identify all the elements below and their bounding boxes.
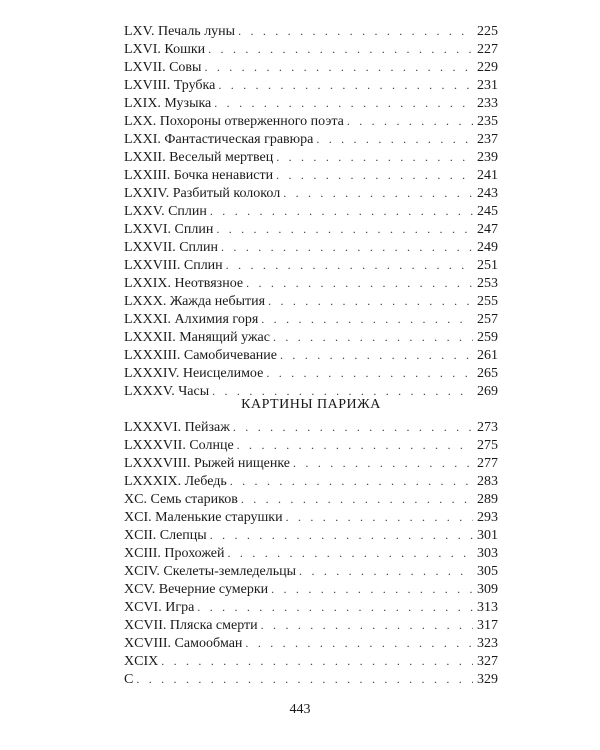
dot-leader bbox=[261, 616, 473, 634]
toc-entry-page: 235 bbox=[477, 114, 498, 129]
toc-entry-title: LXXIX. Неотвязное bbox=[124, 276, 244, 291]
toc-entry-title: LXXXVI. Пейзаж bbox=[124, 420, 230, 435]
toc-entry-page: 237 bbox=[477, 132, 498, 147]
toc-entry-title: XCIX bbox=[124, 654, 159, 669]
toc-entry-page: 243 bbox=[477, 186, 498, 201]
toc-entry bbox=[124, 652, 498, 670]
toc-entry bbox=[124, 472, 498, 490]
dot-leader bbox=[197, 598, 473, 616]
toc-entry-title: LXXXV. Часы bbox=[124, 384, 210, 399]
toc-entry bbox=[124, 166, 498, 184]
toc-entry bbox=[124, 598, 498, 616]
toc-entry-title: LXXXIX. Лебедь bbox=[124, 474, 227, 489]
toc-entry-title: XCV. Вечерние сумерки bbox=[124, 582, 269, 597]
dot-leader bbox=[238, 22, 473, 40]
toc-entry bbox=[124, 184, 498, 202]
dot-leader bbox=[276, 166, 473, 184]
dot-leader bbox=[228, 544, 473, 562]
toc-entry bbox=[124, 130, 498, 148]
toc-entry-page: 265 bbox=[477, 366, 498, 381]
toc-entry-page: 253 bbox=[477, 276, 498, 291]
dot-leader bbox=[261, 310, 473, 328]
toc-entry-title: LXXVII. Сплин bbox=[124, 240, 219, 255]
dot-leader bbox=[299, 562, 473, 580]
toc-entry bbox=[124, 616, 498, 634]
toc-entry bbox=[124, 526, 498, 544]
toc-entry-title: LXXX. Жажда небытия bbox=[124, 294, 266, 309]
toc-entry-title: LXXVI. Сплин bbox=[124, 222, 214, 237]
dot-leader bbox=[286, 508, 473, 526]
dot-leader bbox=[280, 346, 473, 364]
toc-entry-page: 323 bbox=[477, 636, 498, 651]
toc-entry bbox=[124, 562, 498, 580]
toc-entry-title: XCVII. Пляска смерти bbox=[124, 618, 258, 633]
toc-entry-title: LXXXIV. Неисцелимое bbox=[124, 366, 264, 381]
section-heading: КАРТИНЫ ПАРИЖА bbox=[241, 397, 381, 412]
toc-entry-title: LXXXIII. Самобичевание bbox=[124, 348, 277, 363]
toc-entry bbox=[124, 58, 498, 76]
toc-entry-page: 247 bbox=[477, 222, 498, 237]
toc-entry-page: 273 bbox=[477, 420, 498, 435]
dot-leader bbox=[273, 328, 473, 346]
toc-entry bbox=[124, 22, 498, 40]
toc-entry-title: LXV. Печаль луны bbox=[124, 24, 236, 39]
toc-entry-page: 255 bbox=[477, 294, 498, 309]
toc-entry-title: LXXV. Сплин bbox=[124, 204, 207, 219]
toc-entry bbox=[124, 508, 498, 526]
dot-leader bbox=[347, 112, 473, 130]
dot-leader bbox=[246, 274, 473, 292]
toc-entry bbox=[124, 274, 498, 292]
toc-entry-title: LXXXVIII. Рыжей нищенке bbox=[124, 456, 291, 471]
toc-entry bbox=[124, 454, 498, 472]
toc-entry-page: 227 bbox=[477, 42, 498, 57]
toc-entry-page: 293 bbox=[477, 510, 498, 525]
dot-leader bbox=[208, 40, 473, 58]
toc-entry-page: 233 bbox=[477, 96, 498, 111]
toc-entry-page: 317 bbox=[477, 618, 498, 633]
toc-entry bbox=[124, 292, 498, 310]
toc-entry-title: LXIX. Музыка bbox=[124, 96, 212, 111]
dot-leader bbox=[204, 58, 473, 76]
page-number: 443 bbox=[289, 702, 311, 717]
dot-leader bbox=[266, 364, 473, 382]
dot-leader bbox=[214, 94, 473, 112]
toc-entry-title: XCI. Маленькие старушки bbox=[124, 510, 283, 525]
dot-leader bbox=[136, 670, 473, 688]
toc-entry-title: XC. Семь стариков bbox=[124, 492, 238, 507]
dot-leader bbox=[226, 256, 473, 274]
toc-entry-title: LXXXII. Манящий ужас bbox=[124, 330, 270, 345]
dot-leader bbox=[216, 220, 473, 238]
dot-leader bbox=[210, 526, 473, 544]
toc-entry-page: 229 bbox=[477, 60, 498, 75]
toc-list-part1 bbox=[124, 22, 498, 400]
dot-leader bbox=[237, 436, 473, 454]
toc-entry bbox=[124, 76, 498, 94]
toc-entry bbox=[124, 328, 498, 346]
toc-entry-page: 309 bbox=[477, 582, 498, 597]
dot-leader bbox=[245, 634, 473, 652]
toc-entry-title: XCII. Слепцы bbox=[124, 528, 207, 543]
toc-entry-title: LXVI. Кошки bbox=[124, 42, 206, 57]
toc-entry bbox=[124, 256, 498, 274]
toc-entry-page: 251 bbox=[477, 258, 498, 273]
toc-entry bbox=[124, 490, 498, 508]
toc-entry-page: 275 bbox=[477, 438, 498, 453]
dot-leader bbox=[276, 148, 473, 166]
toc-entry-page: 241 bbox=[477, 168, 498, 183]
toc-entry-page: 231 bbox=[477, 78, 498, 93]
dot-leader bbox=[271, 580, 473, 598]
dot-leader bbox=[316, 130, 473, 148]
toc-entry bbox=[124, 418, 498, 436]
toc-entry bbox=[124, 112, 498, 130]
dot-leader bbox=[210, 202, 473, 220]
toc-entry-title: LXXXI. Алхимия горя bbox=[124, 312, 259, 327]
toc-entry-page: 239 bbox=[477, 150, 498, 165]
toc-entry-page: 245 bbox=[477, 204, 498, 219]
toc-entry-title: LXVIII. Трубка bbox=[124, 78, 216, 93]
toc-entry bbox=[124, 634, 498, 652]
toc-entry-page: 249 bbox=[477, 240, 498, 255]
toc-entry-page: 289 bbox=[477, 492, 498, 507]
toc-entry-page: 329 bbox=[477, 672, 498, 687]
dot-leader bbox=[230, 472, 473, 490]
toc-entry-title: LXX. Похороны отверженного поэта bbox=[124, 114, 344, 129]
toc-entry-page: 259 bbox=[477, 330, 498, 345]
toc-entry-page: 277 bbox=[477, 456, 498, 471]
toc-entry-title: XCVI. Игра bbox=[124, 600, 195, 615]
toc-entry-title: XCIV. Скелеты-земледельцы bbox=[124, 564, 297, 579]
toc-entry-page: 313 bbox=[477, 600, 498, 615]
toc-entry-page: 261 bbox=[477, 348, 498, 363]
toc-list-part2 bbox=[124, 418, 498, 688]
toc-entry bbox=[124, 148, 498, 166]
toc-entry-title: LXVII. Совы bbox=[124, 60, 202, 75]
toc-entry bbox=[124, 94, 498, 112]
dot-leader bbox=[268, 292, 473, 310]
toc-entry-page: 305 bbox=[477, 564, 498, 579]
dot-leader bbox=[161, 652, 473, 670]
toc-entry-title: XCIII. Прохожей bbox=[124, 546, 225, 561]
toc-entry-title: LXXII. Веселый мертвец bbox=[124, 150, 274, 165]
toc-entry-page: 303 bbox=[477, 546, 498, 561]
toc-entry bbox=[124, 544, 498, 562]
dot-leader bbox=[221, 238, 473, 256]
toc-entry bbox=[124, 346, 498, 364]
toc-entry-title: C bbox=[124, 672, 134, 687]
toc-entry bbox=[124, 202, 498, 220]
toc-entry bbox=[124, 580, 498, 598]
toc-entry-page: 269 bbox=[477, 384, 498, 399]
toc-entry-page: 283 bbox=[477, 474, 498, 489]
toc-entry bbox=[124, 670, 498, 688]
dot-leader bbox=[283, 184, 473, 202]
toc-entry-title: LXXXVII. Солнце bbox=[124, 438, 234, 453]
dot-leader bbox=[233, 418, 473, 436]
dot-leader bbox=[241, 490, 473, 508]
toc-entry-page: 225 bbox=[477, 24, 498, 39]
toc-entry-title: XCVIII. Самообман bbox=[124, 636, 243, 651]
toc-entry-page: 257 bbox=[477, 312, 498, 327]
toc-entry-title: LXXI. Фантастическая гравюра bbox=[124, 132, 314, 147]
dot-leader bbox=[218, 76, 473, 94]
toc-entry-page: 327 bbox=[477, 654, 498, 669]
toc-entry-title: LXXVIII. Сплин bbox=[124, 258, 223, 273]
toc-entry bbox=[124, 238, 498, 256]
dot-leader bbox=[293, 454, 473, 472]
toc-entry bbox=[124, 436, 498, 454]
toc-entry bbox=[124, 40, 498, 58]
toc-entry bbox=[124, 310, 498, 328]
toc-entry-title: LXXIV. Разбитый колокол bbox=[124, 186, 281, 201]
toc-entry-title: LXXIII. Бочка ненависти bbox=[124, 168, 274, 183]
toc-entry-page: 301 bbox=[477, 528, 498, 543]
toc-entry bbox=[124, 220, 498, 238]
toc-entry bbox=[124, 364, 498, 382]
